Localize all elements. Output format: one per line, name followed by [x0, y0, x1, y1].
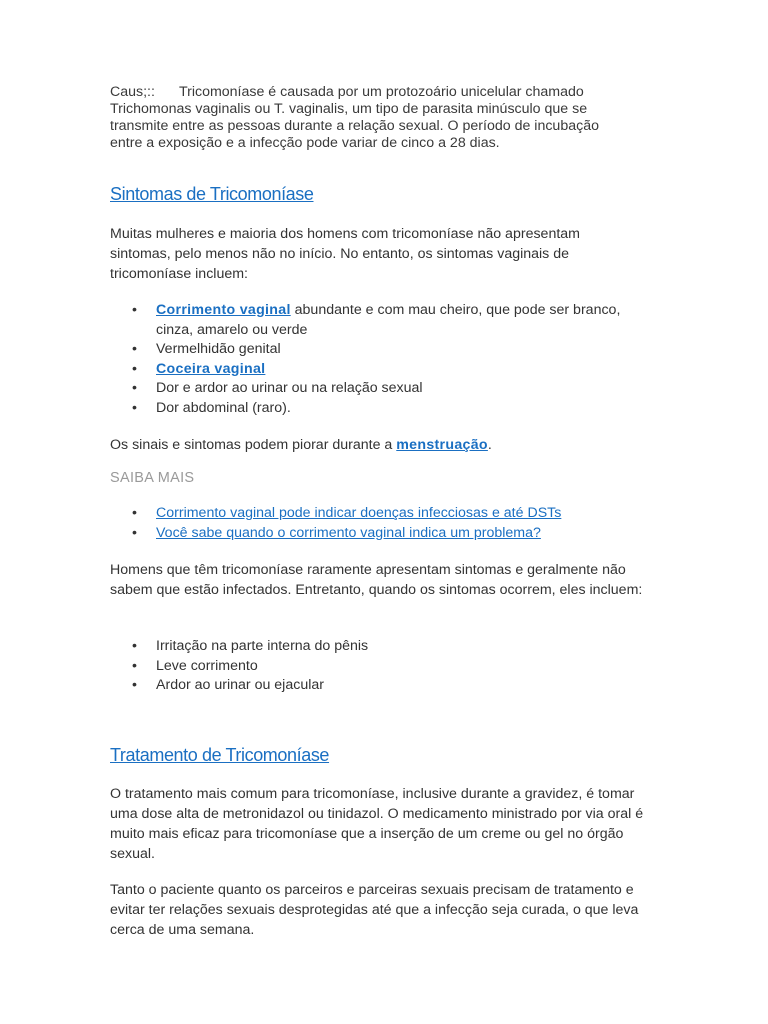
- saiba-link-dsts[interactable]: Corrimento vaginal pode indicar doenças infecciosas e até DSTs: [156, 505, 562, 521]
- intro-line: Trichomonas vaginalis ou T. vaginalis, um tipo de parasita minúsculo que se: [110, 101, 588, 117]
- list-item: • Leve corrimento: [110, 657, 630, 677]
- list-item-text: Dor abdominal (raro).: [156, 399, 291, 416]
- intro-paragraph: [110, 84, 599, 152]
- list-item: [110, 524, 630, 544]
- tratamento-paragraph-1: O tratamento mais comum para tricomoníase, inclusive durante a gravidez, é tomar uma dose alta de metronidazol ou tinidazol. O medicamento ministrado por via oral é muito mais eficaz para tricomoníase que a inserção de um creme ou gel no órgão sexual.: [110, 786, 644, 862]
- intro-text-first: Tricomoníase é causada por um protozoário unicelular chamado: [178, 84, 584, 100]
- worsen-paragraph: [110, 435, 650, 455]
- men-paragraph: Homens que têm tricomoníase raramente apresentam sintomas e geralmente não sabem que estão infectados. Entretanto, quando os sintomas ocorrem, eles incluem:: [110, 562, 643, 598]
- sintomas-paragraph: Muitas mulheres e maioria dos homens com tricomoníase não apresentam sintomas, pelo menos não no início. No entanto, os sintomas vaginais de tricomoníase incluem:: [110, 226, 580, 282]
- list-item: [110, 340, 630, 360]
- list-item: [110, 504, 630, 524]
- women-symptoms-list: [110, 301, 630, 418]
- list-item-text: Dor e ardor ao urinar ou na relação sexual: [156, 380, 423, 396]
- coceira-vaginal-link[interactable]: Coceira vaginal: [156, 360, 266, 377]
- saiba-link-problema[interactable]: Você sabe quando o corrimento vaginal indica um problema?: [156, 524, 541, 541]
- list-item: • Ardor ao urinar ou ejacular: [110, 676, 630, 696]
- list-item: • Irritação na parte interna do pênis: [110, 637, 630, 657]
- list-item: [110, 360, 630, 380]
- corrimento-vaginal-link[interactable]: Corrimento vaginal: [156, 302, 291, 318]
- tratamento-paragraph-2: Tanto o paciente quanto os parceiros e parceiras sexuais precisam de tratamento e evitar ter relações sexuais desprotegidas até que a infecção seja curada, o que leva cerca de uma semana.: [110, 882, 639, 938]
- list-item: [110, 301, 630, 340]
- list-item-text: abundante e com mau cheiro, que pode ser branco, cinza, amarelo ou verde: [156, 302, 621, 338]
- list-item: [110, 399, 630, 419]
- saiba-mais-list: [110, 504, 630, 543]
- tratamento-heading[interactable]: Tratamento de Tricomoníase: [110, 745, 330, 765]
- list-item-text: Vermelhidão genital: [156, 341, 281, 357]
- menstruacao-link[interactable]: menstruação: [396, 437, 488, 453]
- intro-label: Caus;::: [110, 84, 155, 100]
- worsen-end: .: [487, 437, 492, 453]
- intro-line: entre a exposição e a infecção pode variar de cinco a 28 dias.: [110, 135, 500, 151]
- worsen-text: Os sinais e sintomas podem piorar durante a: [110, 437, 397, 453]
- saiba-mais-label: SAIBA MAIS: [110, 470, 195, 486]
- sintomas-heading[interactable]: Sintomas de Tricomoníase: [110, 184, 314, 204]
- men-symptoms-list: [110, 637, 630, 696]
- intro-line: transmite entre as pessoas durante a relação sexual. O período de incubação: [110, 118, 599, 134]
- list-item: [110, 379, 630, 399]
